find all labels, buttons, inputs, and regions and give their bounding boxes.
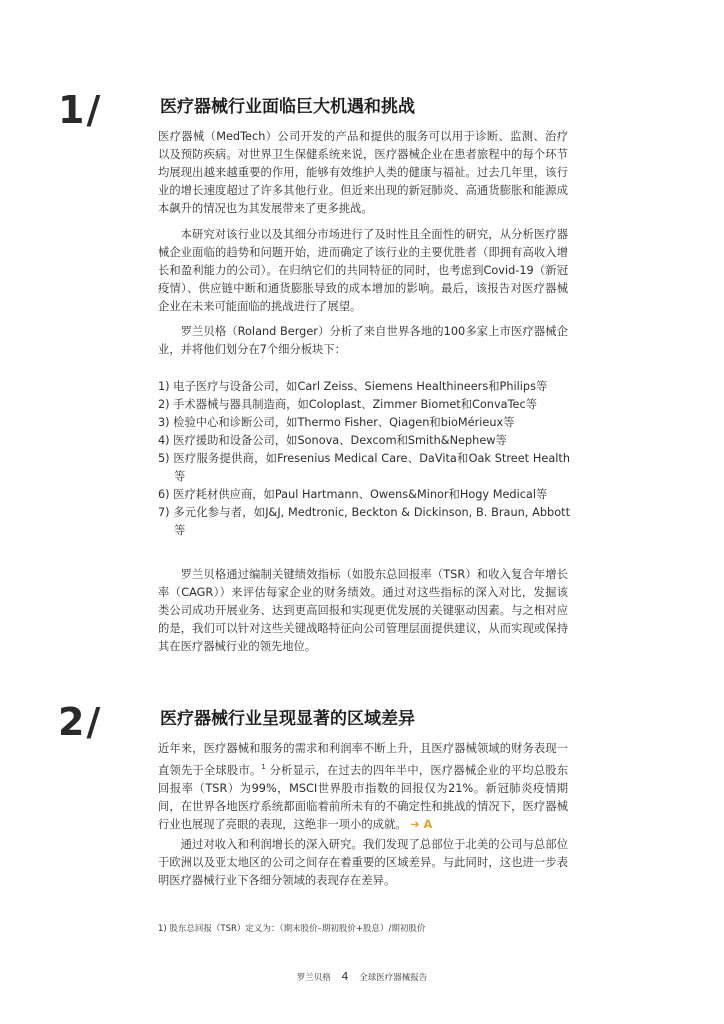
section2-paragraph-1 bbox=[158, 740, 568, 834]
list-item: 5) 医疗服务提供商，如Fresenius Medical Care、DaVita和Oak Street Health等 bbox=[158, 452, 570, 483]
section1-paragraph-3: 罗兰贝格（Roland Berger）分析了来自世界各地的100多家上市医疗器械企业，并将他们划分在7个细分板块下： bbox=[158, 325, 568, 356]
section-number-1: 1/ bbox=[58, 88, 103, 132]
page-footer bbox=[0, 970, 724, 983]
footer-report-title: 全球医疗器械报告 bbox=[359, 973, 428, 983]
list-item: 2) 手术器械与器具制造商，如Coloplast、Zimmer Biomet和ConvaTec等 bbox=[158, 398, 538, 411]
section1-paragraph-2: 本研究对该行业以及其细分市场进行了及时性且全面性的研究，从分析医疗器械企业面临的趋势和问题开始，进而确定了该行业的主要优胜者（即拥有高收入增长和盈利能力的公司）。在归纳它们的共同特征的同时，也考虑到Covid-19（新冠疫情）、供应链中断和通货膨胀导致的成本增加的影响。最后，该报告对医疗器械企业在未来可能面临的挑战进行了展望。 bbox=[158, 228, 568, 313]
section-number-2: 2/ bbox=[58, 700, 103, 744]
section2-paragraph-1-text-a: 近年来，医疗器械和服务的需求和利润率不断上升，且医疗器械领域的财务表现一直领先于全球股市。 bbox=[158, 742, 568, 777]
list-item: 1) 电子医疗与设备公司，如Carl Zeiss、Siemens Healthineers和Philips等 bbox=[158, 380, 548, 393]
footer-brand: 罗兰贝格 bbox=[296, 973, 331, 983]
figure-reference-link[interactable]: ➔ A bbox=[410, 817, 433, 831]
list-item: 7) 多元化参与者，如J&J, Medtronic, Beckton & Dickinson, B. Braun, Abbott等 bbox=[158, 506, 570, 537]
section1-paragraph-1: 医疗器械（MedTech）公司开发的产品和提供的服务可以用于诊断、监测、治疗以及预防疾病。对世界卫生保健系统来说，医疗器械企业在患者旅程中的每个环节均展现出越来越重要的作用，能够有效维护人类的健康与福祉。过去几年里，该行业的增长速度超过了许多其他行业。但近来出现的新冠肺炎、高通货膨胀和能源成本飙升的情况也为其发展带来了更多挑战。 bbox=[158, 130, 568, 215]
segment-list bbox=[158, 378, 570, 540]
footnote-ref: 1 bbox=[261, 763, 266, 771]
section1-paragraph-4: 罗兰贝格通过编制关键绩效指标（如股东总回报率（TSR）和收入复合年增长率（CAGR））来评估每家企业的财务绩效。通过对这些指标的深入对比，发掘该类公司成功开展业务、达到更高回报和实现更优发展的关键驱动因素。与之相对应的是，我们可以针对这些关键战略特征向公司管理层面提供建议，从而实现或保持其在医疗器械行业的领先地位。 bbox=[158, 568, 568, 653]
section-title-1: 医疗器械行业面临巨大机遇和挑战 bbox=[160, 97, 415, 117]
section-title-2: 医疗器械行业呈现显著的区域差异 bbox=[160, 709, 415, 729]
section2-paragraph-1-text-b: 分析显示，在过去的四年半中，医疗器械企业的平均总股东回报率（TSR）为99%，MSCI世界股市指数的回报仅为21%。新冠肺炎疫情期间，在世界各地医疗系统都面临着前所未有的不确定性和挑战的情况下，医疗器械行业也展现了亮眼的表现，这绝非一项小的成就。 bbox=[158, 763, 568, 831]
section2-paragraph-2: 通过对收入和利润增长的深入研究。我们发现了总部位于北美的公司与总部位于欧洲以及亚太地区的公司之间存在着重要的区域差异。与此同时，这也进一步表明医疗器械行业下各细分领域的表现存在差异。 bbox=[158, 838, 568, 887]
page-number: 4 bbox=[341, 970, 349, 983]
list-item: 6) 医疗耗材供应商，如Paul Hartmann、Owens&Minor和Hogy Medical等 bbox=[158, 488, 548, 501]
list-item: 3) 检验中心和诊断公司，如Thermo Fisher、Qiagen和bioMérieux等 bbox=[158, 416, 515, 429]
list-item: 4) 医疗援助和设备公司，如Sonova、Dexcom和Smith&Nephew等 bbox=[158, 434, 507, 447]
footnote: 1) 股东总回报（TSR）定义为：（期末股价–期初股价+股息）/期初股价 bbox=[158, 924, 426, 934]
